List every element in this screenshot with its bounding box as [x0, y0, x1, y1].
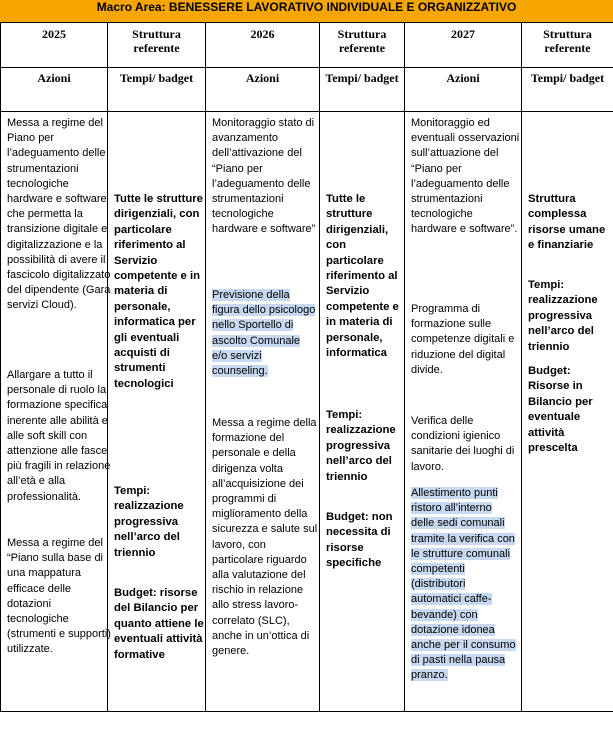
header-struttura-2: Struttura referente	[320, 23, 405, 68]
budget-2026: Budget: non necessita di risorse specifiche	[326, 511, 393, 570]
azione-2026-2-highlight: Previsione della figura dello psicologo nello Sportello di ascolto Comunale e/o servizi counseling.	[212, 289, 316, 378]
struttura-2026: Tutte le strutture dirigenziali, con particolare riferimento al Servizio competente e in materia di personale, informatica	[326, 193, 399, 360]
header-year-2026: 2026	[206, 23, 320, 68]
cell-tempi-2026	[320, 112, 405, 712]
header-azioni-3: Azioni	[405, 68, 522, 112]
tempi-2025: Tempi: realizzazione progressiva nell’arco del triennio	[114, 485, 184, 559]
azione-2025-1: Messa a regime del Piano per l’adeguamento delle strumentazioni tecnologiche hardware e software che permetta la transizione digitale e digitalizzazione e la possibilità di avere il fascicolo digitalizzato del dipendente (Gara servizi Cloud).	[7, 117, 111, 312]
budget-2025: Budget: risorse del Bilancio per quanto attiene le eventuali attività formative	[114, 587, 204, 661]
azione-2027-4-highlight: Allestimento punti ristoro all’interno delle sedi comunali tramite la verifica con le strutture comunali competenti (distributori automatici caffe-bevande) con dotazione idonea anche per il consumo di pasti nella pausa pranzo.	[411, 487, 516, 682]
cell-tempi-2027	[522, 112, 613, 712]
cell-azioni-2025	[1, 112, 111, 712]
cell-azioni-2026	[206, 112, 320, 712]
header-azioni-2: Azioni	[206, 68, 320, 112]
header-azioni-1: Azioni	[1, 68, 108, 112]
struttura-2025: Tutte le strutture dirigenziali, con particolare riferimento al Servizio competente e in materia di personale, informatica per gli eventuali acquisti di strumenti tecnologici	[114, 193, 203, 390]
header-tempi-3: Tempi/ badget	[522, 68, 613, 112]
azione-2026-3: Messa a regime della formazione del personale e della dirigenza volta all’acquisizione dei programmi di miglioramento della sicurezza e salute sul lavoro, con particolare riguardo alla valutazione del rischio in relazione allo stress lavoro-correlato (SLC), anche in un’ottica di genere.	[212, 417, 318, 658]
header-row-years	[1, 23, 613, 68]
budget-2027: Budget: Risorse in Bilancio per eventuale attività prescelta	[528, 365, 593, 455]
azione-2027-4	[411, 486, 517, 684]
header-year-2027: 2027	[405, 23, 522, 68]
content-row	[1, 112, 613, 712]
azione-2025-3: Messa a regime del “Piano sulla base di una mappatura efficace delle dotazioni tecnologiche (strumenti e supporti) utilizzate.	[7, 537, 111, 656]
header-struttura-3: Struttura referente	[522, 23, 613, 68]
azione-2026-1: Monitoraggio stato di avanzamento dell’attivazione del “Piano per l’adeguamento delle strumentazioni tecnologiche hardware e software”	[212, 117, 316, 236]
tempi-2027: Tempi: realizzazione progressiva nell’arco del triennio	[528, 279, 598, 353]
tempi-2026: Tempi: realizzazione progressiva nell’arco del triennio	[326, 409, 396, 483]
plan-table	[0, 22, 613, 712]
macro-area-banner: Macro Area: BENESSERE LAVORATIVO INDIVIDUALE E ORGANIZZATIVO	[0, 0, 613, 22]
azione-2027-2: Programma di formazione sulle competenze digitali e riduzione del digital divide.	[411, 303, 515, 376]
azione-2025-2: Allargare a tutto il personale di ruolo la formazione specifica inerente alle abilità e alle soft skill con attenzione alle fasce più fragili in relazione all’età e alla professionalità.	[7, 369, 111, 503]
header-struttura-1: Struttura referente	[108, 23, 206, 68]
cell-azioni-2027	[405, 112, 522, 712]
header-year-2025: 2025	[1, 23, 108, 68]
header-tempi-2: Tempi/ badget	[320, 68, 405, 112]
header-row-labels	[1, 68, 613, 112]
cell-tempi-2025	[108, 112, 206, 712]
azione-2027-1: Monitoraggio ed eventuali osservazioni sull’attuazione del “Piano per l’adeguamento delle strumentazioni tecnologiche hardware e software”.	[411, 117, 520, 236]
struttura-2027: Struttura complessa risorse umane e finanziarie	[528, 193, 606, 252]
header-tempi-1: Tempi/ badget	[108, 68, 206, 112]
azione-2027-3: Verifica delle condizioni igienico sanitarie dei luoghi di lavoro.	[411, 415, 515, 473]
azione-2026-2	[212, 288, 318, 379]
